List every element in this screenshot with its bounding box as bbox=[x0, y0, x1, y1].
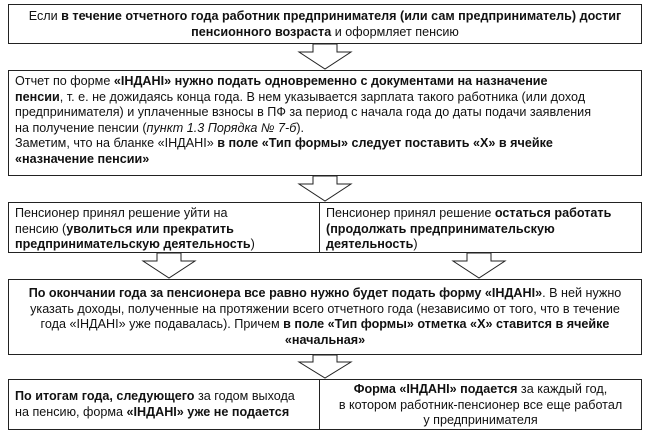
arrow-down-icon bbox=[295, 44, 355, 70]
text-italic-reference: пункт 1.3 Порядка № 7-б bbox=[146, 120, 297, 135]
text-already-submitted: года «ІНДАНІ» уже подавалась). Причем bbox=[40, 317, 284, 332]
box4-line3 bbox=[326, 237, 635, 253]
box2-line6 bbox=[15, 152, 635, 168]
text-without-waiting: , т. е. не дожидаясь конца года. В нем указывается зарплата такого работника (или доход bbox=[59, 89, 586, 104]
box2-line2 bbox=[15, 90, 635, 106]
box1-line1 bbox=[15, 9, 635, 25]
box7-line1 bbox=[326, 382, 635, 398]
box5-line4 bbox=[15, 333, 635, 349]
text-bold-entrepreneurship: предпринимательскую деятельность bbox=[15, 237, 251, 252]
arrow-down-icon bbox=[295, 176, 355, 202]
text-bold-pension: пенсии bbox=[15, 89, 60, 104]
box-pension-age-reached bbox=[8, 4, 642, 44]
text-pension-paren: пенсию ( bbox=[15, 221, 67, 236]
box6-line1 bbox=[15, 389, 313, 405]
box-end-of-year-submission bbox=[8, 279, 642, 355]
text-if: Если bbox=[28, 9, 62, 23]
arrow-down-icon bbox=[139, 253, 199, 279]
text-receipt-of-pension: на получение пенсии ( bbox=[15, 120, 147, 135]
text-specify-income: указать доходы, полученные на протяжении всего отчетного года (независимо от того, что в течение bbox=[30, 301, 620, 316]
text-each-year: за каждый год, bbox=[517, 382, 608, 396]
text-bold-end-of-year: По окончании года за пенсионера все равно нужно будет подать форму «ІНДАНІ» bbox=[28, 286, 543, 300]
text-at-entrepreneur: у предпринимателя bbox=[423, 413, 538, 428]
box-decided-to-keep-working bbox=[319, 202, 642, 253]
box7-line3 bbox=[326, 413, 635, 429]
text-report-form: Отчет по форме bbox=[15, 74, 114, 88]
box7-line2 bbox=[326, 398, 635, 414]
text-bold-form-submitted: Форма «ІНДАНІ» подается bbox=[353, 382, 518, 396]
text-bold-following-year: По итогам года, следующего bbox=[15, 389, 195, 403]
text-entrepreneur-contributions: предпринимателя) и уплаченные взносы в ПФ за период с начала года до даты подачи заявления bbox=[15, 105, 592, 120]
box-submitted-each-year bbox=[319, 379, 642, 430]
text-paren: ) bbox=[250, 237, 255, 252]
box2-line4 bbox=[15, 121, 635, 137]
text-bold-continue-entrepreneurship: (продолжать предпринимательскую bbox=[326, 221, 555, 236]
box2-line5 bbox=[15, 136, 635, 152]
text-bold-form-type-mark: в поле «Тип формы» отметка «Х» ставится в ячейке bbox=[283, 317, 610, 332]
text-bold-keep-working: остаться работать bbox=[494, 206, 612, 220]
box3-line2 bbox=[15, 222, 313, 238]
text-bold-not-submitted: «ІНДАНІ» уже не подается bbox=[126, 404, 290, 419]
text-close-paren: ). bbox=[296, 120, 305, 135]
text-applies-pension: и оформляет пенсию bbox=[331, 24, 459, 39]
text-bold-form-type-field: в поле «Тип формы» следует поставить «Х» в ячейке bbox=[217, 136, 553, 151]
box5-line3 bbox=[15, 317, 635, 333]
box2-line1 bbox=[15, 74, 635, 90]
text-paren: ) bbox=[413, 237, 418, 252]
text-after-retirement-year: за годом выхода bbox=[194, 389, 295, 403]
box1-line2 bbox=[15, 25, 635, 41]
text-need-to: . В ней нужно bbox=[542, 286, 622, 300]
box5-line1 bbox=[15, 286, 635, 302]
text-bold-pension-assignment: «назначение пенсии» bbox=[15, 151, 150, 166]
box2-line3 bbox=[15, 105, 635, 121]
text-bold-submit-simultaneously: «ІНДАНІ» нужно подать одновременно с документами на назначение bbox=[113, 74, 548, 88]
text-bold-activity: деятельность bbox=[326, 237, 414, 252]
arrow-down-icon bbox=[449, 253, 509, 279]
text-decided: Пенсионер принял решение bbox=[326, 206, 495, 220]
box4-line2 bbox=[326, 222, 635, 238]
text-still-worked: в котором работник-пенсионер все еще работал bbox=[338, 397, 623, 412]
box4-line1 bbox=[326, 206, 635, 222]
box6-line2 bbox=[15, 405, 313, 421]
box-submit-with-documents bbox=[8, 70, 642, 176]
text-bold-during-year: в течение отчетного года работник предпринимателя (или сам предприниматель) достиг bbox=[61, 9, 622, 23]
arrow-down-icon bbox=[295, 355, 355, 379]
text-decided-to-retire: Пенсионер принял решение уйти на bbox=[15, 206, 228, 220]
box5-line2 bbox=[15, 302, 635, 318]
text-note-on-form: Заметим, что на бланке «ІНДАНІ» bbox=[15, 136, 218, 151]
box3-line1 bbox=[15, 206, 313, 222]
box3-line3 bbox=[15, 237, 313, 253]
text-bold-initial: «начальная» bbox=[284, 332, 366, 347]
text-bold-quit: уволиться или прекратить bbox=[66, 221, 234, 236]
box-decided-to-retire bbox=[8, 202, 320, 253]
box-next-year-not-submitted bbox=[8, 379, 320, 430]
text-bold-pension-age: пенсионного возраста bbox=[191, 24, 332, 39]
text-on-pension-form: на пенсию, форма bbox=[15, 404, 127, 419]
